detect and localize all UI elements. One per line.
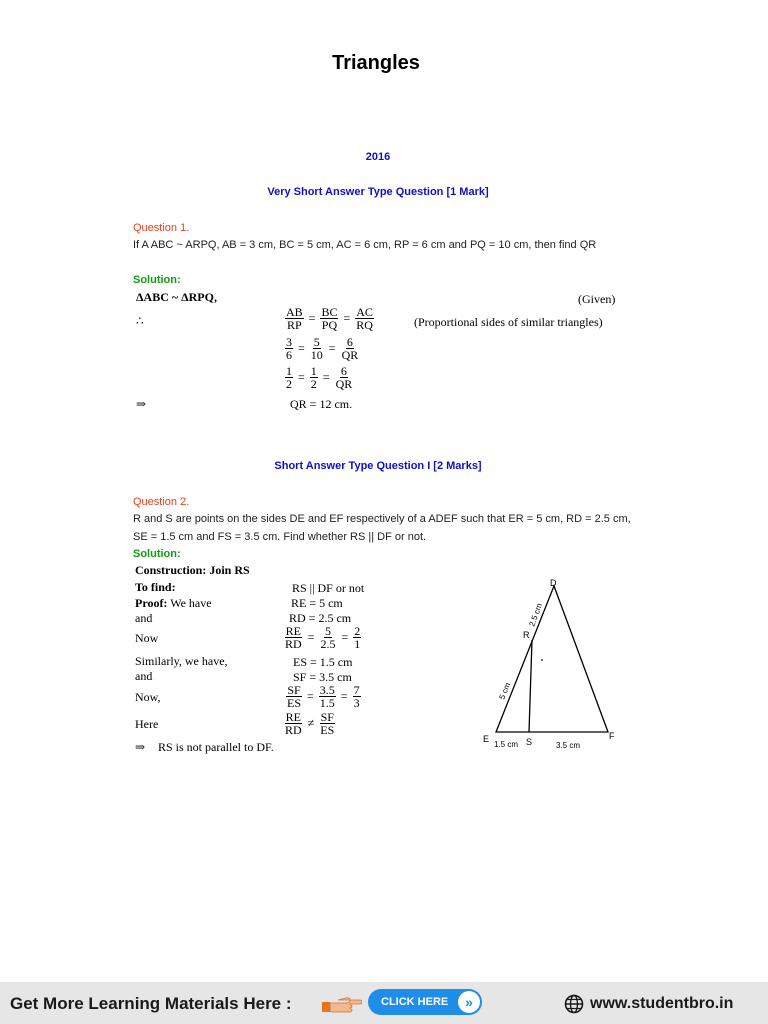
stray-dot (541, 659, 543, 661)
equals-sign: = (328, 341, 336, 355)
proof-line (135, 596, 212, 611)
equals-sign: = (298, 341, 305, 355)
fraction-ac-rq (355, 306, 374, 331)
numerator: BC (321, 305, 338, 319)
fraction-sf-es-b (319, 711, 335, 736)
question1-label: Question 1. (133, 222, 190, 234)
re-value: RE = 5 cm (291, 596, 343, 610)
and-label-2: and (135, 669, 153, 683)
pointing-hand-icon (322, 994, 362, 1016)
denominator: RD (285, 637, 302, 651)
fraction-1-2b (310, 365, 318, 390)
numerator: 3 (286, 335, 292, 349)
numerator: AC (356, 305, 373, 319)
label-f: F (609, 731, 615, 741)
fraction-7-3 (353, 684, 361, 709)
triangle-diagram (476, 572, 626, 752)
click-here-label: CLICK HERE (381, 996, 449, 1008)
dim-rd: 2.5 cm (527, 602, 545, 628)
fraction-1-2 (285, 365, 293, 390)
here-label: Here (135, 717, 159, 731)
dim-es: 1.5 cm (494, 740, 519, 749)
section1-heading: Very Short Answer Type Question [1 Mark] (267, 186, 489, 198)
es-value: ES = 1.5 cm (293, 655, 353, 669)
dim-sf: 3.5 cm (556, 741, 581, 750)
now-label-1: Now (135, 631, 159, 645)
equals-sign: = (341, 630, 349, 644)
fraction-ab-rp (285, 306, 304, 331)
fraction-sf-es (286, 684, 302, 709)
denominator: QR (341, 348, 359, 362)
result-qr: QR = 12 cm. (290, 397, 353, 411)
denominator: 2 (310, 377, 317, 391)
year-heading: 2016 (365, 151, 391, 163)
numerator: RE (285, 624, 301, 638)
label-r: R (523, 630, 530, 640)
equals-sign: = (307, 689, 314, 703)
equals-sign: = (340, 689, 348, 703)
equals-sign: = (308, 311, 316, 325)
question1-text: If A ABC ~ ARPQ, AB = 3 cm, BC = 5 cm, AC = 6 cm, RP = 6 cm and PQ = 10 cm, then find QR (133, 239, 597, 251)
construction-line: Construction: Join RS (135, 563, 250, 577)
implies-symbol-2: ⇒ (135, 740, 146, 754)
now-label-2: Now, (135, 690, 161, 704)
globe-icon (564, 994, 584, 1014)
fraction-re-rd-b (284, 711, 303, 736)
fraction-5-10 (310, 336, 324, 361)
click-here-button[interactable] (368, 989, 482, 1015)
conclusion: RS is not parallel to DF. (158, 740, 274, 754)
equals-sign: = (322, 370, 330, 384)
ratio-sf-es (286, 684, 361, 709)
label-d: D (550, 578, 557, 588)
footer-cta: Get More Learning Materials Here : (10, 994, 292, 1013)
numerator: 6 (340, 364, 347, 378)
implies-symbol: ⇒ (136, 397, 147, 411)
denominator: QR (335, 377, 353, 391)
proof-rest: We have (170, 596, 212, 610)
numerator: 5 (324, 624, 331, 638)
fraction-re-rd (284, 625, 303, 650)
numerator: 5 (313, 335, 320, 349)
fraction-6-qr-b (335, 365, 354, 390)
fraction-5-2.5 (319, 625, 336, 650)
ratio-comparison (284, 711, 335, 736)
equals-sign: = (298, 370, 305, 384)
numerator: 6 (346, 335, 353, 349)
ratio-equation (285, 306, 374, 331)
and-label-1: and (135, 611, 153, 625)
denominator: 2 (286, 377, 292, 391)
equals-sign: = (307, 630, 315, 644)
numerator: 7 (353, 683, 360, 697)
denominator: 6 (286, 348, 292, 362)
label-s: S (526, 737, 533, 747)
question2-label: Question 2. (133, 496, 190, 508)
fraction-3-6 (285, 336, 293, 361)
section2-heading: Short Answer Type Question I [2 Marks] (274, 460, 482, 472)
ratio-re-rd (284, 625, 361, 650)
solution1-label: Solution: (133, 274, 181, 286)
segment-rs (529, 640, 532, 732)
to-find-value: RS || DF or not (292, 581, 365, 595)
numeric-equation-1 (285, 336, 359, 361)
numerator: 2 (354, 624, 361, 638)
given-note: (Given) (578, 292, 616, 306)
page-title: Triangles (332, 52, 420, 74)
denominator: 1.5 (319, 696, 335, 710)
numeric-equation-2 (285, 365, 353, 390)
dim-er: 5 cm (497, 681, 513, 701)
numerator: 3.5 (319, 683, 335, 697)
double-chevron-right-icon: » (458, 991, 480, 1013)
denominator: RQ (356, 318, 373, 332)
fraction-bc-pq (320, 306, 338, 331)
site-link[interactable] (564, 994, 733, 1014)
fraction-6-qr (341, 336, 360, 361)
proportional-note: (Proportional sides of similar triangles) (414, 315, 603, 329)
denominator: PQ (321, 318, 338, 332)
not-equal-sign: ≠ (307, 716, 315, 730)
denominator: 2.5 (320, 637, 336, 651)
denominator: ES (320, 723, 335, 737)
triangle-def (496, 586, 608, 732)
sf-value: SF = 3.5 cm (293, 670, 352, 684)
site-url: www.studentbro.in (590, 995, 734, 1012)
denominator: 3 (353, 696, 360, 710)
denominator: 1 (354, 637, 361, 651)
numerator: AB (286, 305, 303, 319)
numerator: SF (287, 683, 301, 697)
similarly-label: Similarly, we have, (135, 654, 228, 668)
numerator: SF (320, 710, 334, 724)
rd-value: RD = 2.5 cm (289, 611, 352, 625)
denominator: ES (287, 696, 302, 710)
numerator: RE (285, 710, 301, 724)
similarity-statement: ΔABC ~ ΔRPQ, (136, 290, 217, 304)
therefore-symbol: ∴ (136, 314, 144, 328)
equals-sign: = (343, 311, 351, 325)
numerator: 1 (286, 364, 292, 378)
denominator: RD (285, 723, 302, 737)
fraction-3.5-1.5 (319, 684, 336, 709)
to-find-label: To find: (135, 580, 176, 594)
question2-text: R and S are points on the sides DE and EF respectively of a ADEF such that ER = 5 cm, RD = 2.5 cm, SE = 1.5 cm and FS = 3.5 cm. Find whether RS || DF or not. (133, 513, 631, 543)
numerator: 1 (310, 364, 317, 378)
proof-label: Proof: (135, 596, 168, 610)
solution2-label: Solution: (133, 548, 181, 560)
denominator: RP (286, 318, 302, 332)
denominator: 10 (310, 348, 323, 362)
fraction-2-1 (353, 625, 361, 650)
label-e: E (483, 734, 490, 744)
